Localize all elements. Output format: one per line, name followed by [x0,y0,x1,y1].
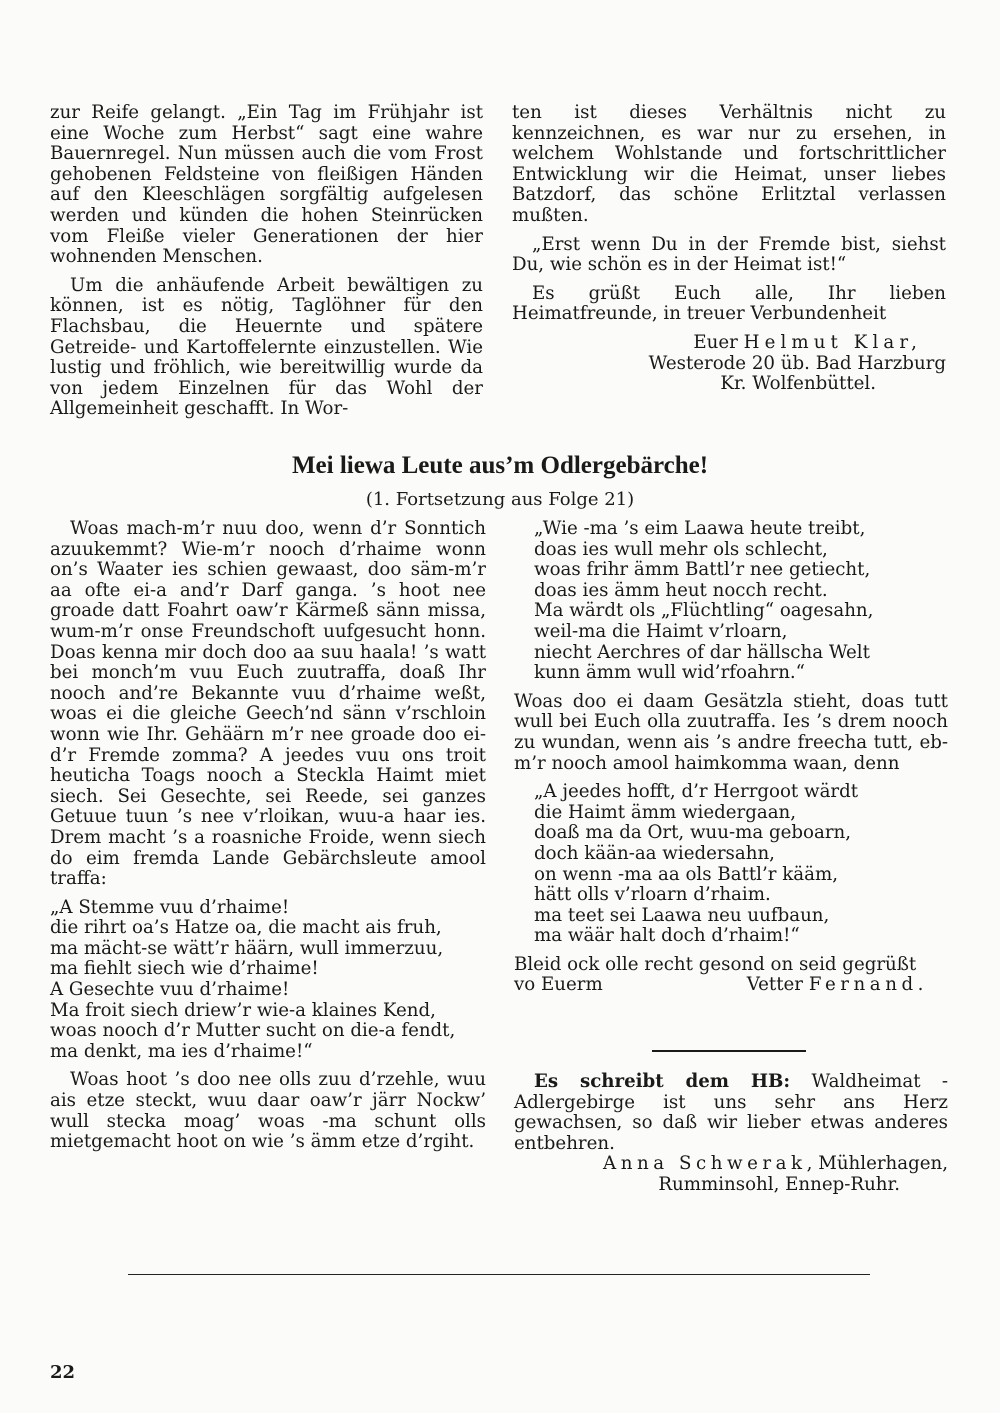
verse-line: die rihrt oa’s Hatze oa, die macht ais fruh, [50,917,442,939]
verse-line: weil-ma die Haimt v’rloarn, [534,620,788,642]
closing-greeting: Bleid ock olle recht gesond on seid gegrüßt [514,953,917,975]
verse-line: ma fiehlt siech wie d’rhaime! [50,958,319,980]
article-right-column [514,519,948,996]
greeting-paragraph: Es grüßt Euch alle, Ihr lieben Heimatfreunde, in treuer Verbundenheit [512,282,946,325]
address-line-1: Westerode 20 üb. Bad Harzburg [648,352,946,374]
verse-line: „A Stemme vuu d’rhaime! [50,896,290,918]
top-right-column [512,103,946,395]
signature-prefix: Euer [693,331,738,353]
closing-name: Fernand. [808,974,928,996]
verse-line: woas nooch d’r Mutter sucht on die-a fendt, [50,1020,456,1042]
article-left-column [50,519,486,1161]
verse-line: doch kään-aa wiedersahn, [534,842,775,864]
verse-line: on wenn -ma aa ols Battl’r kääm, [534,863,838,885]
top-left-paragraph-1: zur Reife gelangt. „Ein Tag im Frühjahr ist eine Woche zum Herbst“ sagt eine wahre Bauernregel. Nun müssen auch die vom Frost gehobenen Feldsteine von fleißigen Händen auf den Kleeschlägen sorgfältig aufgelesen werden und künden die hohen Steinrücken vom Fleiße vieler Generationen der hier wohnenden Menschen. [50,102,483,268]
verse-line: woas frihr ämm Battl’r nee getiecht, [534,559,871,581]
signature [512,333,946,354]
letter-block [514,1072,948,1196]
verse-line: „A jeedes hofft, d’r Herrgoot wärdt [534,781,859,803]
page-number: 22 [50,1362,76,1383]
verse-line: A Gesechte vuu d’rhaime! [50,979,290,1001]
article-left-outro: Woas hoot ’s doo nee olls zuu d’rzehle, wuu ais etze steckt, wuu daar oaw’r järr Nockw’ wull stecka moag’ woas -ma schunt olls mietgemacht hoot on wie ’s ämm etze d’rgiht. [50,1069,486,1153]
right-verse-2 [514,782,948,947]
section-divider [652,1050,806,1052]
verse-line: Ma wärdt ols „Flüchtling“ oagesahn, [534,600,874,622]
top-right-paragraph-1: ten ist dieses Verhältnis nicht zu kennzeichnen, es war nur zu ersehen, in welchem Wohlstande und fortschrittlicher Entwicklung wir die Heimat, unser liebes Batzdorf, das schöne Erlitztal verlassen mußten. [512,102,946,226]
verse-line: ma teet sei Laawa neu uufbaun, [534,904,830,926]
verse-line: „Wie -ma ’s eim Laawa heute treibt, [534,518,866,539]
quote-line: „Erst wenn Du in der Fremde bist, siehst Du, wie schön es in der Heimat ist!“ [512,233,946,276]
verse-line: niecht Aerchres of dar hällscha Welt [534,641,870,663]
verse-line: doaß ma da Ort, wuu-ma geboarn, [534,822,852,844]
verse-line: ma denkt, ma ies d’rhaime!“ [50,1040,313,1062]
verse-line: doas ies ämm heut nocch recht. [534,579,828,601]
verse-line: ma wäär halt doch d’rhaim!“ [534,925,800,947]
letter-signature [514,1154,948,1175]
left-verse [50,898,486,1063]
letter-sig-place: , Mühlerhagen, [806,1153,948,1175]
verse-line: hätt olls v’rloarn d’rhaim. [534,884,771,906]
article-right-middle: Woas doo ei daam Gesätzla stieht, doas tutt wull bei Euch olla zuutraffa. Ies ’s drem nooch zu wundan, wenn ais ’s andre freecha tutt, eb- m’r nooch amool haimkomma waan, denn [514,690,948,774]
letter-lead: Es schreibt dem HB: [534,1071,791,1092]
top-left-paragraph-2: Um die anhäufende Arbeit bewältigen zu können, ist es nötig, Taglöhner für den Flachsbau, die Heuernte und spätere Getreide- und Kartoffelernte einzustellen. Wie lustig und fröhlich, wie bereitwillig wurde da von jedem Einzelnen für das Wohl der Allgemeinheit geschafft. In Wor- [50,274,483,420]
verse-line: die Haimt ämm wiedergaan, [534,801,797,823]
article-intro: Woas mach-m’r nuu doo, wenn d’r Sonntich azuukemmt? Wie-m’r nooch d’rhaime wonn on’s Waater ies schien gewaast, doo säm-m’r aa ofte ei-a and’r Darf ganga. ’s hoot nee groade datt Foahrt oaw’r Kärmeß sänn missa, wum-m’r onse Freundschoft uufgesucht honn. Doas kenna mir doch doo aa suu haala! ’s watt bei monch’m vuu Euch zuutraffa, doaß Ihr nooch and’re Bekannte vuu d’rhaime weßt, woas ei die gleiche Geech’nd sänn v’rschloin wonn wie Ihr. Gehäärn m’r nee groade doo ei- d’r Fremde zomma? A jeedes vuu ons troit heuticha Toags nooch a Steckla Haimt miet siech. Sei Gesechte, sei Reede, sei ganzes Getuue tuun ’s nee v’rloikan, wuu-a haar ies. Drem macht ’s a roasniche Froide, wenn siech do eim fremda Lande Gebärchsleute amool traffa: [50,518,486,890]
right-verse-1 [514,519,948,684]
verse-line: doas ies wull mehr ols schlecht, [534,538,828,560]
letter-sig-line2: Rumminsohl, Ennep-Ruhr. [658,1173,900,1195]
article-subtitle: (1. Fortsetzung aus Folge 21) [365,489,635,510]
closing-prefix: vo Euerm [514,974,603,996]
letter-body: Waldheimat - Adlergebirge ist uns sehr ans Herz gewachsen, so daß wir lieber etwas anderes entbehren. [514,1071,948,1154]
article-title: Mei liewa Leute aus’m Odlergebärche! [291,452,709,479]
letter-sig-name: Anna Schwerak [603,1153,807,1175]
closing-signature [514,975,948,996]
verse-line: ma mächt-se wätt’r häärn, wull immerzuu, [50,937,444,959]
letter-text [514,1072,948,1154]
verse-line: Ma froit siech driew’r wie-a klaines Kend, [50,999,436,1021]
footer-rule [128,1274,870,1275]
signature-name: Helmut Klar, [743,331,922,353]
top-left-column [50,103,483,428]
closing-sender [747,975,948,996]
address-line-2: Kr. Wolfenbüttel. [720,373,876,395]
closing-vetter: Vetter [746,974,804,996]
verse-line: kunn ämm wull wid’rfoahrn.“ [534,662,805,684]
